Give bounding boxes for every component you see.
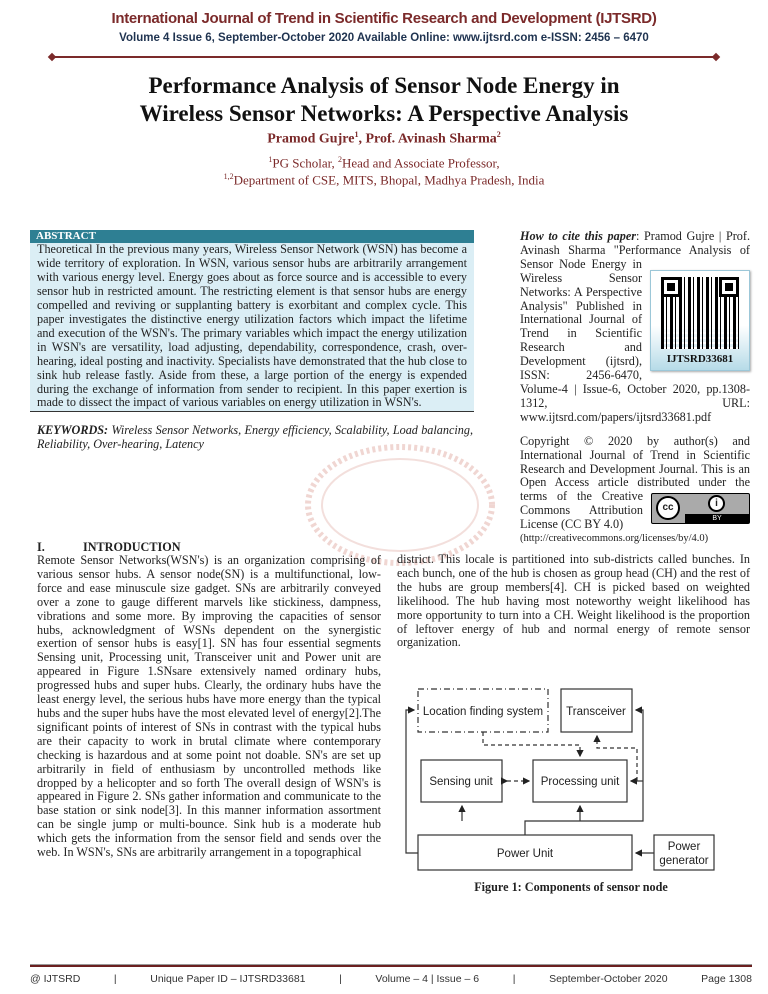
affil-sup: 1 xyxy=(268,155,273,164)
diagram-label: Processing unit xyxy=(540,776,620,788)
cite-block xyxy=(520,230,750,425)
affiliation-line-2 xyxy=(0,172,768,188)
title-line: Performance Analysis of Sensor Node Energy in xyxy=(148,73,620,98)
footer-page-number: Page 1308 xyxy=(701,973,752,985)
page-footer xyxy=(30,973,752,985)
qr-paper-id: IJTSRD33681 xyxy=(666,353,734,365)
qr-code-card[interactable] xyxy=(650,270,750,371)
author-2: Prof. Avinash Sharma xyxy=(365,131,497,147)
title-line: Wireless Sensor Networks: A Perspective Analysis xyxy=(139,101,629,126)
footer-divider xyxy=(30,964,752,967)
copyright-block xyxy=(520,435,750,545)
affil-role-2: Head and Associate Professor, xyxy=(341,155,500,171)
header-divider xyxy=(52,56,716,58)
footer-date: September-October 2020 xyxy=(549,973,668,985)
section-number: I. xyxy=(37,540,45,554)
section-title: INTRODUCTION xyxy=(83,540,181,554)
cc-icon: cc xyxy=(656,496,680,520)
diagram-label: Power Unit xyxy=(496,848,554,860)
abstract-heading: ABSTRACT xyxy=(30,230,474,243)
cite-text-bottom: 2020, pp.1308-1312, URL: www.ijtsrd.com/papers/ijtsrd33681.pdf xyxy=(520,381,750,424)
intro-left-text: Remote Sensor Networks(WSN's) is an organization comprising of various sensor hubs. A sensor node(SN) is a multifunctional, low-force and ease minuscule size gadget. SNs are arbitrarily conveyed over a zone to gauge different marvels like stickiness, dampness, vibrations and some more. By improving the capacities of sensor hubs, acknowledgment of WSNs dependent on the synergistic exertion of sensor hubs is easy[1]. SN has four essential segments Sensing unit, Processing unit, Transceiver unit and Power unit are appeared in Figure 1.SNsare extensively named ordinary hubs, progressed hubs and super hubs. Clearly, the ordinary hubs have the least energy level, the serious hubs have more energy than the typical hubs and the super hubs have the most elevated level of energy[2].The significant points of interest of SNs in contrast with the typical hubs are their capacity to work in brutal climate where contemporary checking is hazardous and at some point not doable. SN's are set up arbitrarily in field of enthusiasm by uncontrolled methods like dropped by a helicopter and so forth The overall design of WSN's is appeared in Figure 2. SNs gather information and communicate to the base station or sink node[3]. In this manner information assortment can be single jump or multi-bounce. Sink hub is a moderate hub which gets the information from the sensor field and sends over the web. In WSN's, SNs are arbitrarily arrangement in a topographical xyxy=(37,553,381,860)
author-sep: , xyxy=(358,131,366,147)
sensor-node-diagram xyxy=(392,680,732,876)
intro-right-text: district. This locale is partitioned into sub-districts called bunches. In each bunch, one of the hub is chosen as group head (CH) and the rest of the hubs are group members[4]. CH is picked based on weighted likelihood. The hub having most noteworthy weight likelihood has more opportunity to turn into a CH. Weight likelihood is the proportion of leftover energy of hub and normal energy of remote sensor organization. xyxy=(397,552,750,650)
right-column xyxy=(397,230,750,650)
footer-publisher: @ IJTSRD xyxy=(30,973,81,985)
footer-sep: | xyxy=(113,973,117,985)
affil-sup: 2 xyxy=(337,155,342,164)
abstract-text: Theoretical In the previous many years, Wireless Sensor Network (WSN) has become a wide territory of exploration. In WSN, various sensor hubs are arbitrarily arrangement with various energy level. Energy goes about as force source and is accessible to every sensor hub in restricted amount. The restricting element is that sensor hubs are energy compelled and reviving or supplanting battery is exorbitant and complex cycle. This paper investigates the distinctive energy utilization factors which impact the lifetime and execution of the WSN's. The primary variables which impact the energy utilization in WSN's are versatility, load adjusting, dependability, correspondence, crash, over-hearing, ideal posting and inactivity. Specialists have demonstrated that the hub close to sink hub release fastly. Aside from these, a large portion of the energy is expended during the exchange of information from sender to recipient. In this paper exertion is made to dissect the impact of various variables on energy utilization in WSN's. xyxy=(30,243,474,411)
cc-by-license-badge[interactable] xyxy=(651,493,750,524)
by-label: BY xyxy=(685,514,749,523)
cite-text-side: Analysis" Published in International Journal of Trend in Scientific Research and Development (ijtsrd), ISSN: 2456-6470, Volume-4 | Issue-6, October xyxy=(520,298,667,396)
attribution-icon: i xyxy=(708,495,725,512)
footer-paper-id: Unique Paper ID – IJTSRD33681 xyxy=(150,973,306,985)
diagram-label: Location finding system xyxy=(422,706,544,718)
diagram-label: Transceiver xyxy=(566,706,626,718)
authors xyxy=(0,130,768,148)
author-1: Pramod Gujre xyxy=(267,131,355,147)
keywords-text: Wireless Sensor Networks, Energy efficiency, Scalability, Load balancing, Reliability, Over-hearing, Latency xyxy=(37,423,473,451)
footer-sep: | xyxy=(339,973,342,985)
paper-title xyxy=(0,72,768,128)
footer-sep: | xyxy=(512,973,516,985)
keywords-label: KEYWORDS: xyxy=(37,423,109,437)
author-2-sup: 2 xyxy=(496,130,501,139)
qr-code-icon xyxy=(661,277,739,349)
affil-role-1: PG Scholar, xyxy=(272,155,338,171)
author-1-sup: 1 xyxy=(354,130,359,139)
affil-sup: 1,2 xyxy=(223,172,234,181)
figure-caption: Figure 1: Components of sensor node xyxy=(474,880,668,894)
diagram-label: Sensing unit xyxy=(429,776,493,788)
volume-line: Volume 4 Issue 6, September-October 2020 Available Online: www.ijtsrd.com e-ISSN: 2456 – 6470 xyxy=(119,32,649,44)
copyright-text-side: under the terms of the Creative Commons Attribution xyxy=(520,475,750,518)
copyright-text: Copyright © 2020 by author(s) and International Journal of Trend in Scientific Research and Development Journal. This is an Open Access article distributed xyxy=(520,433,750,490)
copyright-text-bottom: License (CC BY 4.0) xyxy=(520,517,624,532)
diagram-label: Power xyxy=(667,841,701,853)
affil-department: Department of CSE, MITS, Bhopal, Madhya Pradesh, India xyxy=(233,172,545,188)
cite-text: : Pramod Gujre | Prof. Avinash Sharma "Performance Analysis of Sensor Node Energy in Wireless Sensor Networks: A Perspective xyxy=(520,229,750,299)
footer-volume: Volume – 4 | Issue – 6 xyxy=(375,973,480,985)
cite-label: How to cite this paper xyxy=(520,229,636,243)
affiliation-line-1 xyxy=(0,155,768,171)
license-url[interactable]: (http://creativecommons.org/licenses/by/4.0) xyxy=(520,533,709,545)
diagram-label: generator xyxy=(659,855,709,867)
journal-name: International Journal of Trend in Scientific Research and Development (IJTSRD) xyxy=(111,10,657,27)
